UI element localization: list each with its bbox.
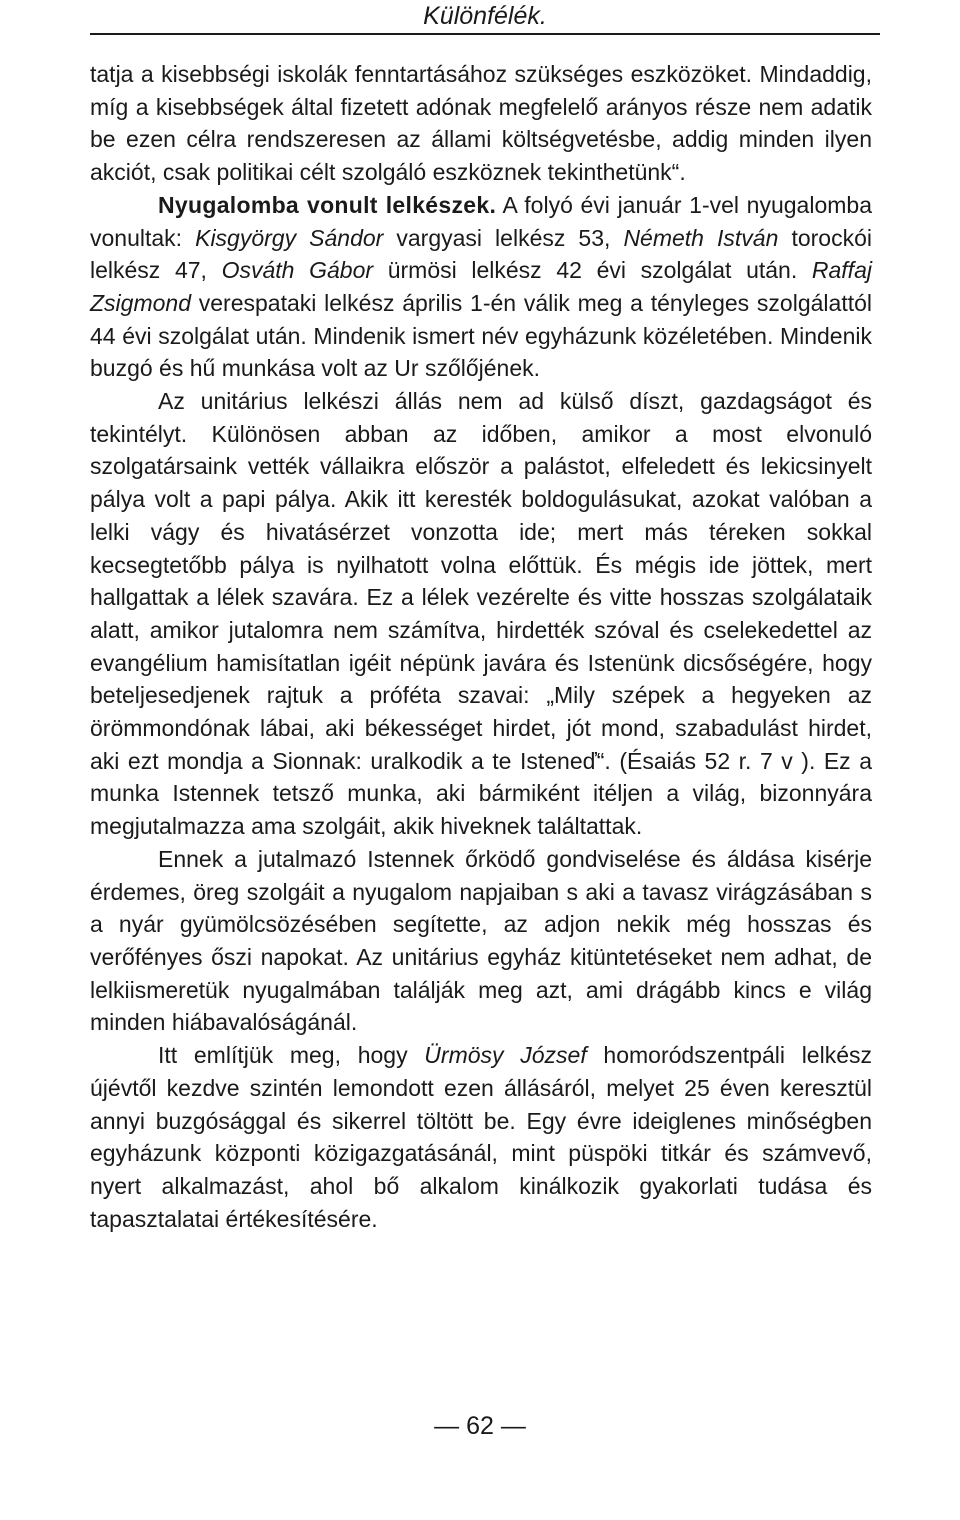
person-name: Németh István [623, 224, 779, 251]
person-name: Ürmösy József [424, 1042, 587, 1069]
section-heading: Nyugalomba vonult lelkészek. [158, 191, 497, 218]
text-run: A folyó évi január 1-vel nyugalomba vonultak: [90, 191, 872, 251]
person-name: Kisgyörgy Sándor [195, 224, 384, 251]
paragraph-4: Ennek a jutalmazó Istennek őrködő gondviselése és áldása kisérje érdemes, öreg szolgáit a nyugalom napjaiban s aki a tavasz virágzásában s a nyár gyümölcsözésében segítette, az adjon nekik még hosszas és verőfényes őszi napokat. Az unitárius egyház kitüntetéseket nem adhat, de lelkiismeretük nyugalmában találják meg azt, ami drágább kincs e világ minden hiábavalóságánál. [90, 845, 872, 1036]
section-title: Különfélék. [423, 2, 547, 30]
text-run: ürmösi lelkész 42 évi szolgálat után. [373, 257, 812, 284]
running-header [90, 0, 880, 40]
text-run: torockói lelkész 47, [90, 224, 872, 284]
text-run: homoródszentpáli lelkész újévtől kezdve szintén lemondott ezen állásáról, melyet 25 éven keresztül annyi buzgósággal és sikerrel töltött be. Egy évre ideiglenes minőségben egyházunk központi közigazgatásánál, mint püspöki titkár és számvevő, nyert alkalmazást, ahol bő alkalom kinálkozik gyakorlati tudása és tapasztalatai értékesítésére. [90, 1042, 873, 1232]
paragraph-5 [90, 1039, 872, 1235]
page-number: — 62 — [434, 1412, 526, 1440]
text-run: verespataki lelkész április 1-én válik meg a tényleges szolgálattól 44 évi szolgálat után. Mindenik ismert név egyházunk közéletében. Mindenik buzgó és hű munkása volt az Ur szőlőjének. [90, 289, 872, 382]
header-rule [90, 33, 880, 35]
paragraph-3: Az unitárius lelkészi állás nem ad külső díszt, gazdagságot és tekintélyt. Különösen abban az időben, amikor a most elvonuló szolgatársaink vették vállaikra először a palástot, elfeledett és lekicsinyelt pálya volt a papi pálya. Akik itt keresték boldogulásukat, azokat valóban a lelki vágy és hivatásérzet vonzotta ide; mert más téreken sokkal kecsegtetőbb pálya is nyilhatott volna előttük. És mégis ide jöttek, mert hallgattak a lélek szavára. Ez a lélek vezérelte és vitte hosszas szolgálataik alatt, amikor jutalomra nem számítva, hirdették szóval és cselekedettel az evangélium hamisítatlan igéit népünk javára és Istenünk dicsőségére, hogy beteljesedjenek rajtuk a próféta szavai: „Mily szépek a hegyeken az örömmondónak lábai, aki békességet hirdet, jót mond, szabadulást hirdet, aki ezt mondja a Sionnak: uralkodik a te Isteneď“. (Ésaiás 52 r. 7 v ). Ez a munka Istennek tetsző munka, aki bármiként itéljen a világ, bizonnyára megjutalmazza ama szolgáit, akik hiveknek találtattak. [90, 388, 872, 840]
person-name: Raffaj Zsigmond [90, 257, 872, 316]
article-body [90, 58, 872, 1235]
text-run: Itt említjük meg, hogy [158, 1042, 425, 1069]
text-run: vargyasi lelkész 53, [383, 224, 624, 251]
paragraph-1: tatja a kisebbségi iskolák fenntartásához szükséges eszközöket. Mindaddig, míg a kisebbségek által fizetett adónak megfelelő arányos része nem adatik be ezen célra rendszeresen az állami költségvetésbe, addig minden ilyen akciót, csak politikai célt szolgáló eszköznek tekinthetünk“. [90, 61, 872, 186]
paragraph-2 [90, 189, 872, 385]
person-name: Osváth Gábor [221, 257, 374, 284]
